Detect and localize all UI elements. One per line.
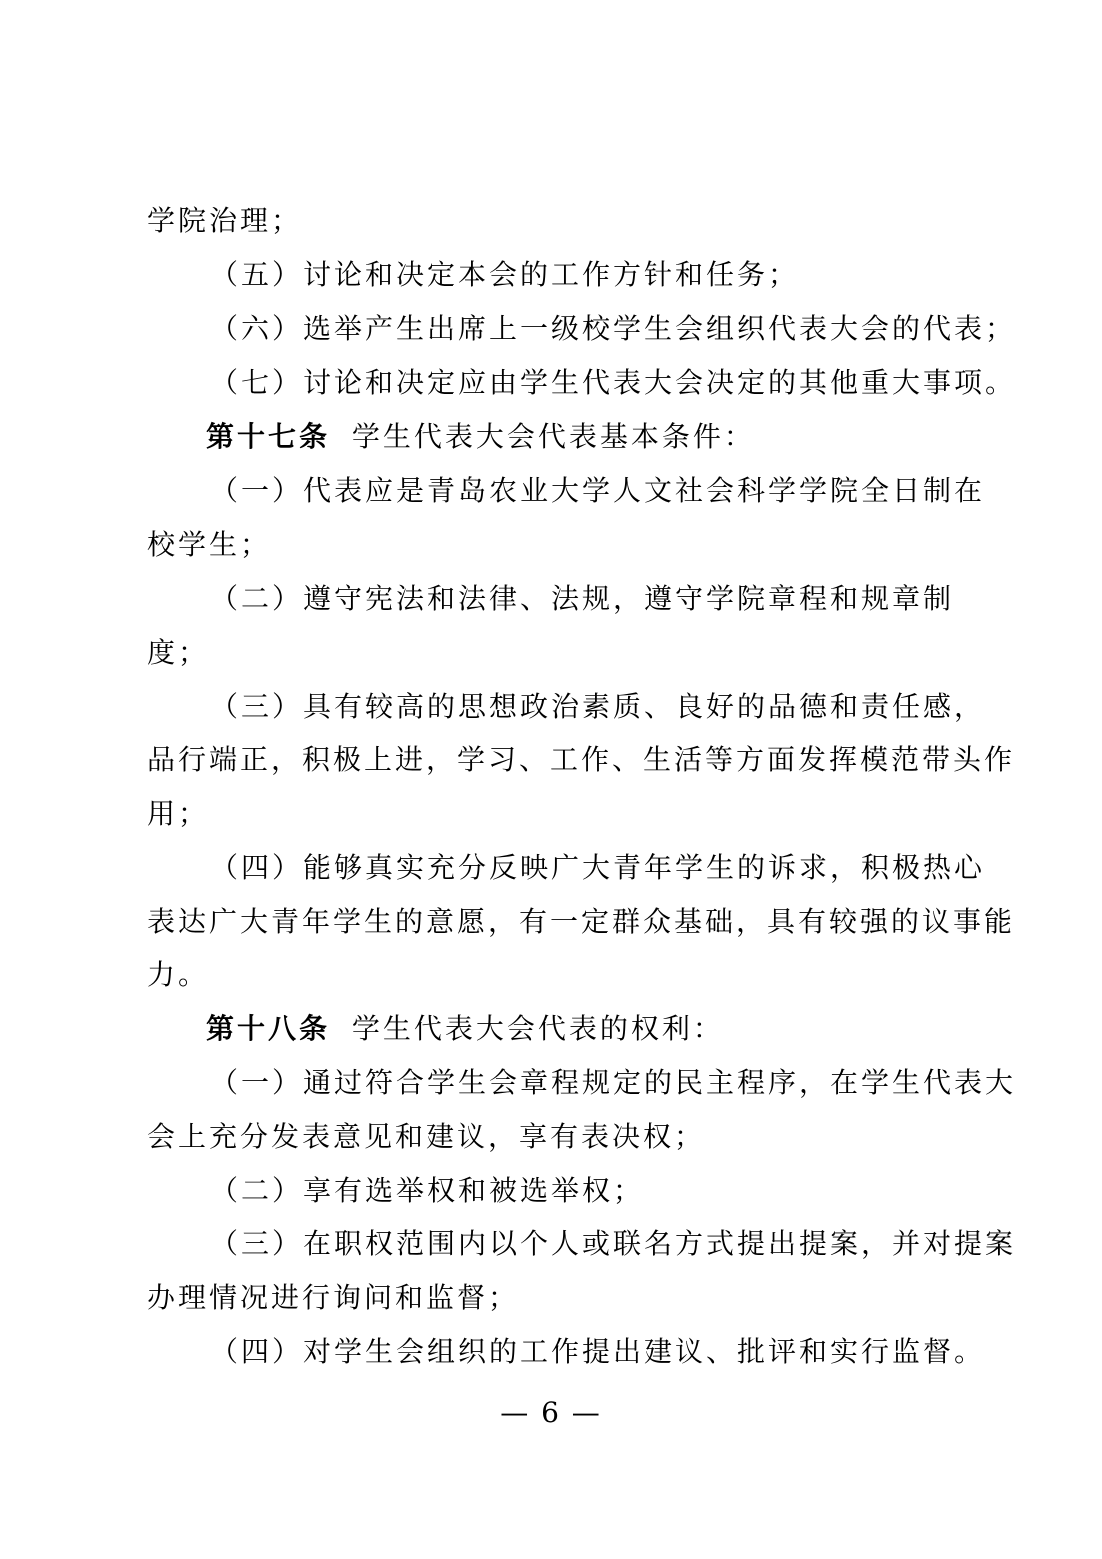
list-item-continuation: 校学生； [147,528,272,561]
list-item-continuation: 度； [147,636,210,669]
article-text: 学生代表大会代表的权利： [351,1012,724,1045]
list-item: （七）讨论和决定应由学生代表大会决定的其他重大事项。 [210,366,1017,399]
article-text: 学生代表大会代表基本条件： [351,420,755,453]
list-item-continuation: 办理情况进行询问和监督； [147,1281,520,1314]
list-item: （二）享有选举权和被选举权； [210,1174,645,1207]
list-item: （一）通过符合学生会章程规定的民主程序，在学生代表大 [210,1066,1017,1099]
list-item: （四）能够真实充分反映广大青年学生的诉求，积极热心 [210,851,986,884]
list-item: （二）遵守宪法和法律、法规，遵守学院章程和规章制 [210,582,955,615]
article-17 [206,420,755,454]
list-item-continuation: 表达广大青年学生的意愿，有一定群众基础，具有较强的议事能 [147,905,1016,938]
list-item: （三）具有较高的思想政治素质、良好的品德和责任感， [210,690,986,723]
list-item: （三）在职权范围内以个人或联名方式提出提案，并对提案 [210,1227,1017,1260]
list-item: （一）代表应是青岛农业大学人文社会科学学院全日制在 [210,474,986,507]
page-number: — 6 — [500,1396,602,1429]
list-item-continuation: 力。 [147,958,210,991]
paragraph-line: 学院治理； [147,204,303,237]
article-heading: 第十七条 [206,420,331,453]
list-item: （四）对学生会组织的工作提出建议、批评和实行监督。 [210,1335,986,1368]
list-item-continuation: 会上充分发表意见和建议，享有表决权； [147,1120,706,1153]
article-18 [206,1012,724,1046]
list-item-continuation: 用； [147,797,210,830]
article-heading: 第十八条 [206,1012,331,1045]
list-item: （六）选举产生出席上一级校学生会组织代表大会的代表； [210,312,1017,345]
list-item-continuation: 品行端正，积极上进，学习、工作、生活等方面发挥模范带头作 [147,743,1016,776]
list-item: （五）讨论和决定本会的工作方针和任务； [210,258,800,291]
